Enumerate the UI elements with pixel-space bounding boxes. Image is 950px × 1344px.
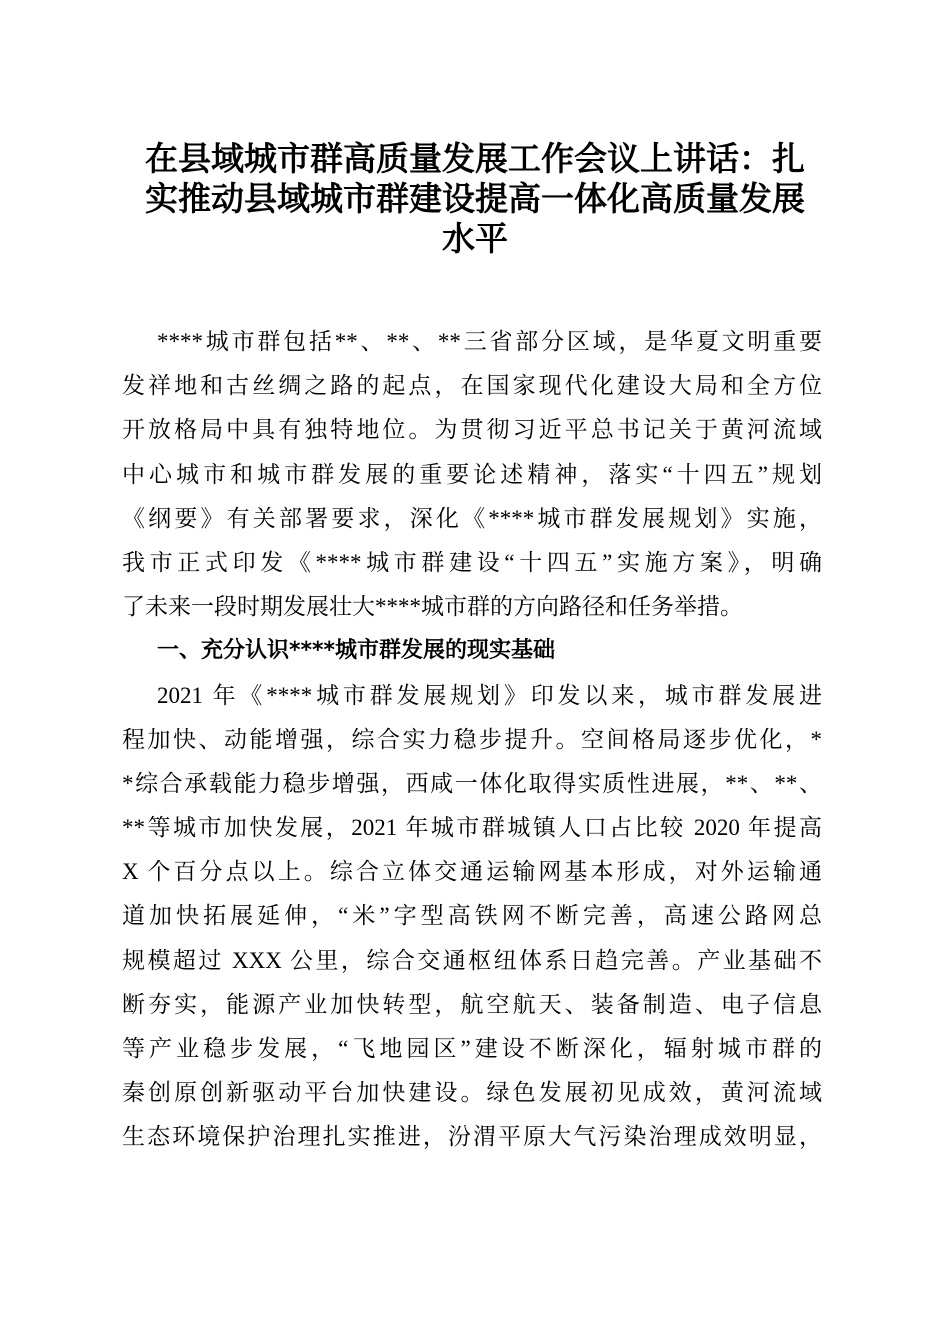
document-title [110,139,840,259]
paragraph-line: 生态环境保护治理扎实推进，汾渭平原大气污染治理成效明显， [122,1124,822,1150]
paragraph-line: *综合承载能力稳步增强，西咸一体化取得实质性进展，**、**、 [122,770,822,796]
paragraph-line: 规模超过 XXX 公里，综合交通枢纽体系日趋完善。产业基础不 [122,947,822,973]
paragraph-line: 等产业稳步发展，“飞地园区”建设不断深化，辐射城市群的 [122,1036,822,1061]
paragraph-line: 程加快、动能增强，综合实力稳步提升。空间格局逐步优化，* [122,726,822,752]
title-line: 实推动县域城市群建设提高一体化高质量发展 [145,179,805,218]
title-line: 水平 [442,219,508,258]
paragraph-line: 中心城市和城市群发展的重要论述精神，落实“十四五”规划 [122,461,822,487]
document-body [122,320,822,1160]
paragraph-line: 《纲要》有关部署要求，深化《****城市群发展规划》实施， [122,505,822,531]
paragraph-line: 断夯实，能源产业加快转型，航空航天、装备制造、电子信息 [122,991,822,1017]
paragraph-line: **等城市加快发展，2021 年城市群城镇人口占比较 2020 年提高 [122,815,822,841]
section-heading: 一、充分认识****城市群发展的现实基础 [157,638,556,664]
paragraph-line: 我市正式印发《****城市群建设“十四五”实施方案》，明确 [122,549,822,575]
paragraph-line: ****城市群包括**、**、**三省部分区域，是华夏文明重要 [157,329,822,354]
title-line: 在县域城市群高质量发展工作会议上讲话：扎 [145,139,805,178]
paragraph-line: 道加快拓展延伸，“米”字型高铁网不断完善，高速公路网总 [122,903,822,929]
paragraph-line: 发祥地和古丝绸之路的起点，在国家现代化建设大局和全方位 [122,373,822,399]
paragraph-line: X 个百分点以上。综合立体交通运输网基本形成，对外运输通 [122,859,822,885]
paragraph-line: 2021 年《****城市群发展规划》印发以来，城市群发展进 [157,682,822,708]
paragraph-line: 秦创原创新驱动平台加快建设。绿色发展初见成效，黄河流域 [122,1080,822,1106]
paragraph-line: 了未来一段时期发展壮大****城市群的方向路径和任务举措。 [122,594,743,620]
paragraph-line: 开放格局中具有独特地位。为贯彻习近平总书记关于黄河流域 [122,417,822,443]
